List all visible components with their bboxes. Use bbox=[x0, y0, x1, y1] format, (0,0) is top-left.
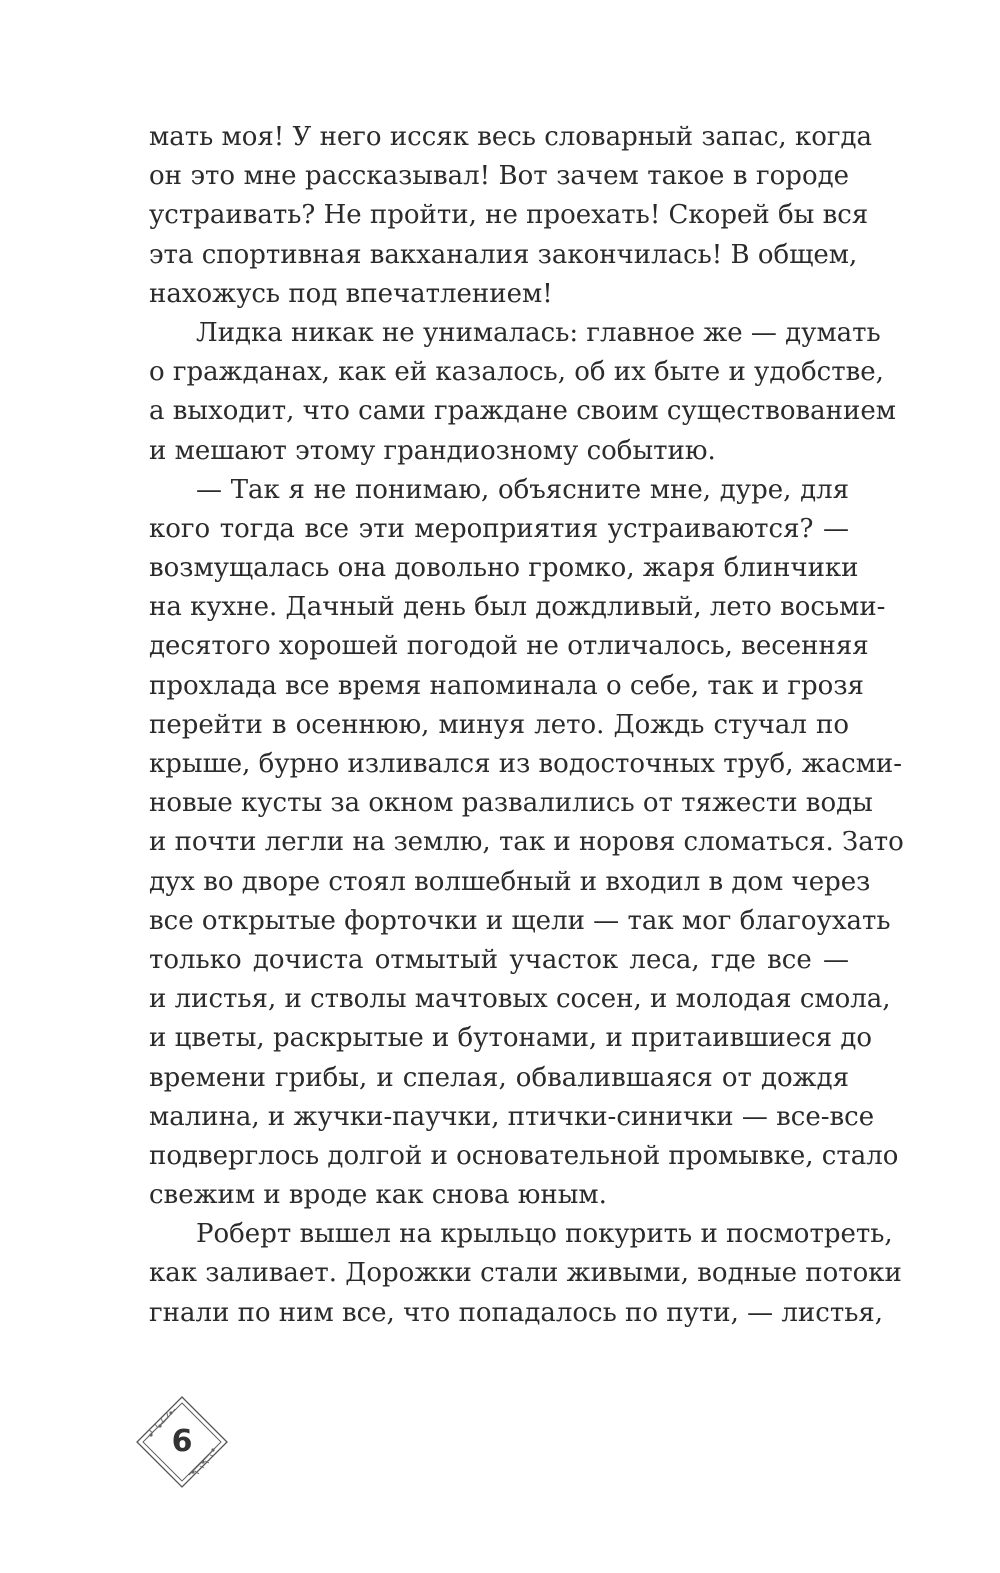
text-line: Роберт вышел на крыльцо покурить и посмотреть, bbox=[196, 1219, 893, 1250]
text-line: десятого хорошей погодой не отличалось, весенняя bbox=[149, 631, 869, 662]
text-line: кого тогда все эти мероприятия устраиваются? — bbox=[149, 513, 849, 544]
text-line: и мешают этому грандиозному событию. bbox=[149, 435, 716, 466]
text-line: перейти в осеннюю, минуя лето. Дождь стучал по bbox=[149, 709, 849, 740]
text-line: эта спортивная вакханалия закончилась! В общем, bbox=[149, 239, 858, 270]
text-line: гнали по ним все, что попадалось по пути, — листья, bbox=[149, 1297, 884, 1328]
text-line: дух во дворе стоял волшебный и входил в дом через bbox=[149, 866, 871, 897]
text-line: и листья, и стволы мачтовых сосен, и молодая смола, bbox=[149, 984, 891, 1015]
text-line: малина, и жучки-паучки, птички-синички — все-все bbox=[149, 1101, 875, 1132]
text-line: Лидка никак не унималась: главное же — думать bbox=[196, 317, 881, 348]
page-number: 6 bbox=[171, 1424, 193, 1459]
text-line: он это мне рассказывал! Вот зачем такое в городе bbox=[149, 161, 849, 192]
text-line: — Так я не понимаю, объясните мне, дуре, для bbox=[196, 474, 849, 505]
text-line: возмущалась она довольно громко, жаря блинчики bbox=[149, 553, 859, 584]
text-line: крыше, бурно изливался из водосточных труб, жасми- bbox=[149, 749, 903, 779]
text-line: подверглось долгой и основательной промывке, стало bbox=[149, 1140, 899, 1171]
body-text bbox=[149, 118, 904, 1333]
text-line: на кухне. Дачный день был дождливый, лето восьми- bbox=[149, 592, 886, 623]
text-line: прохлада все время напоминала о себе, так и грозя bbox=[149, 670, 864, 701]
text-line: все открытые форточки и щели — так мог благоухать bbox=[149, 905, 891, 936]
text-line: новые кусты за окном развалились от тяжести воды bbox=[149, 788, 873, 819]
text-line: нахожусь под впечатлением! bbox=[149, 278, 553, 309]
text-line: свежим и вроде как снова юным. bbox=[149, 1180, 607, 1211]
text-line: и цветы, раскрытые и бутонами, и притаившиеся до bbox=[149, 1023, 872, 1054]
text-line: мать моя! У него иссяк весь словарный запас, когда bbox=[149, 122, 872, 152]
text-line: как заливает. Дорожки стали живыми, водные потоки bbox=[149, 1258, 902, 1289]
text-line: времени грибы, и спелая, обвалившаяся от дождя bbox=[149, 1062, 849, 1093]
text-line: о гражданах, как ей казалось, об их быте и удобстве, bbox=[149, 357, 884, 388]
text-line: устраивать? Не пройти, не проехать! Скорей бы вся bbox=[149, 200, 869, 231]
page-number-badge bbox=[133, 1393, 231, 1491]
text-line: только дочиста отмытый участок леса, где все — bbox=[149, 944, 849, 975]
text-line: а выходит, что сами граждане своим существованием bbox=[149, 396, 896, 427]
text-line: и почти легли на землю, так и норовя сломаться. Зато bbox=[149, 827, 904, 858]
